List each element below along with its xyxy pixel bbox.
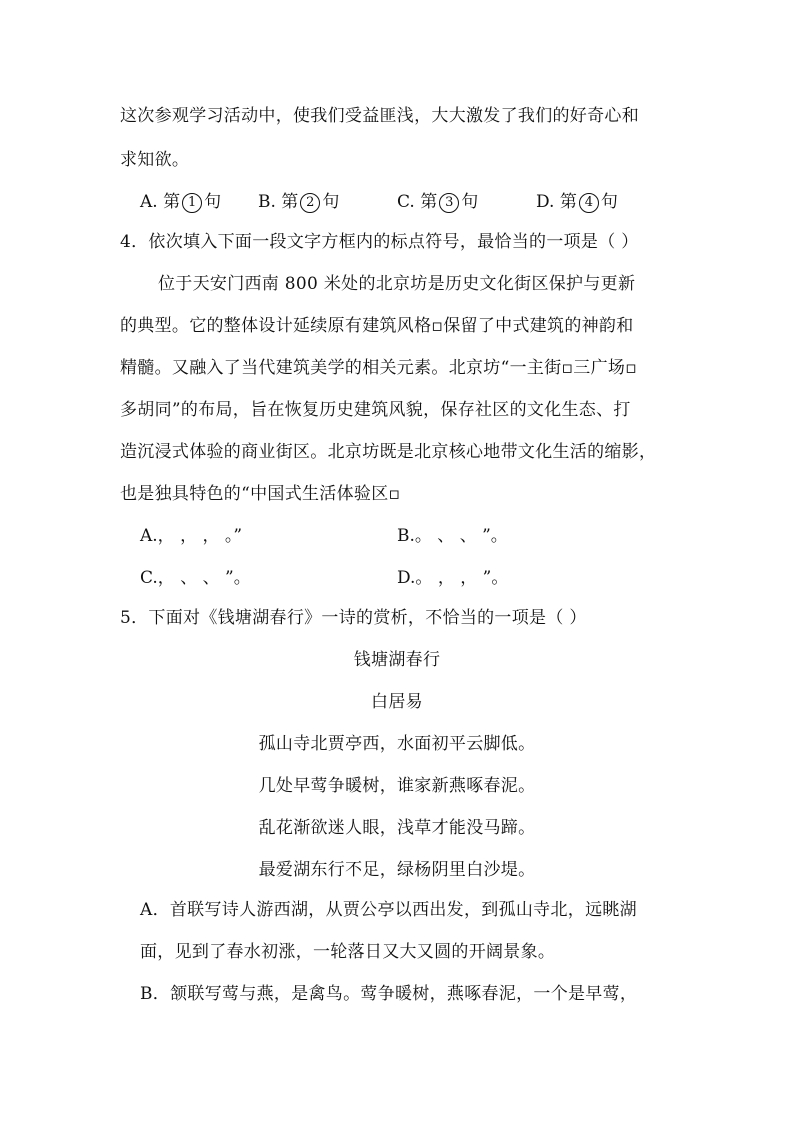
q5-option-a-line-2: 面，见到了春水初涨，一轮落日又大又圆的开阔景象。 <box>140 942 556 962</box>
q4-option-c: C.， 、 、 ”。 <box>140 568 251 588</box>
poem-line-1: 孤山寺北贾亭西，水面初平云脚低。 <box>258 734 536 754</box>
q4-passage-line-5: 造沉浸式体验的商业街区。北京坊既是北京核心地带文化生活的缩影， <box>120 442 657 462</box>
q3-option-b: B. 第 2 句 <box>258 192 340 212</box>
q5-stem: 5．下面对《钱塘湖春行》一诗的赏析，不恰当的一项是（ ） <box>120 608 587 628</box>
q4-passage-line-2: 的典型。它的整体设计延续原有建筑风格▫保留了中式建筑的神韵和 <box>120 316 634 336</box>
poem-author: 白居易 <box>371 692 423 712</box>
q3-text-line-2: 求知欲。 <box>120 150 190 170</box>
q4-option-d: D.。 ， ， ”。 <box>397 568 509 588</box>
q4-option-a: A.， ， ， 。” <box>140 526 243 546</box>
q3-text-line-1: 这次参观学习活动中，使我们受益匪浅，大大激发了我们的好奇心和 <box>120 106 639 126</box>
q3-option-a: A. 第 1 句 <box>140 192 222 212</box>
q4-option-b: B.。 、 、 ”。 <box>397 526 508 546</box>
circled-number: 2 <box>300 193 320 213</box>
q4-passage-line-4: 多胡同”的布局，旨在恢复历史建筑风貌，保存社区的文化生态、打 <box>120 400 631 420</box>
q4-passage-line-6: 也是独具特色的“中国式生活体验区▫ <box>120 484 401 504</box>
q3-option-c: C. 第 3 句 <box>397 192 479 212</box>
q5-option-b-line-1: B．颔联写莺与燕，是禽鸟。莺争暖树，燕啄春泥，一个是早莺， <box>140 984 638 1004</box>
q3-option-d: D. 第 4 句 <box>536 192 618 212</box>
circled-number: 3 <box>439 193 459 213</box>
q4-passage-line-1: 位于天安门西南 800 米处的北京坊是历史文化街区保护与更新 <box>158 274 636 294</box>
q4-passage-line-3: 精髓。又融入了当代建筑美学的相关元素。北京坊“一主街▫三广场▫ <box>120 358 638 378</box>
poem-title: 钱塘湖春行 <box>353 650 441 670</box>
poem-line-3: 乱花渐欲迷人眼，浅草才能没马蹄。 <box>258 818 536 838</box>
q4-stem: 4．依次填入下面一段文字方框内的标点符号，最恰当的一项是（ ） <box>120 232 639 252</box>
circled-number: 4 <box>579 193 599 213</box>
poem-line-2: 几处早莺争暖树，谁家新燕啄春泥。 <box>258 776 536 796</box>
q5-option-a-line-1: A．首联写诗人游西湖，从贾公亭以西出发，到孤山寺北，远眺湖 <box>140 900 637 920</box>
circled-number: 1 <box>182 193 202 213</box>
poem-line-4: 最爱湖东行不足，绿杨阴里白沙堤。 <box>258 860 536 880</box>
